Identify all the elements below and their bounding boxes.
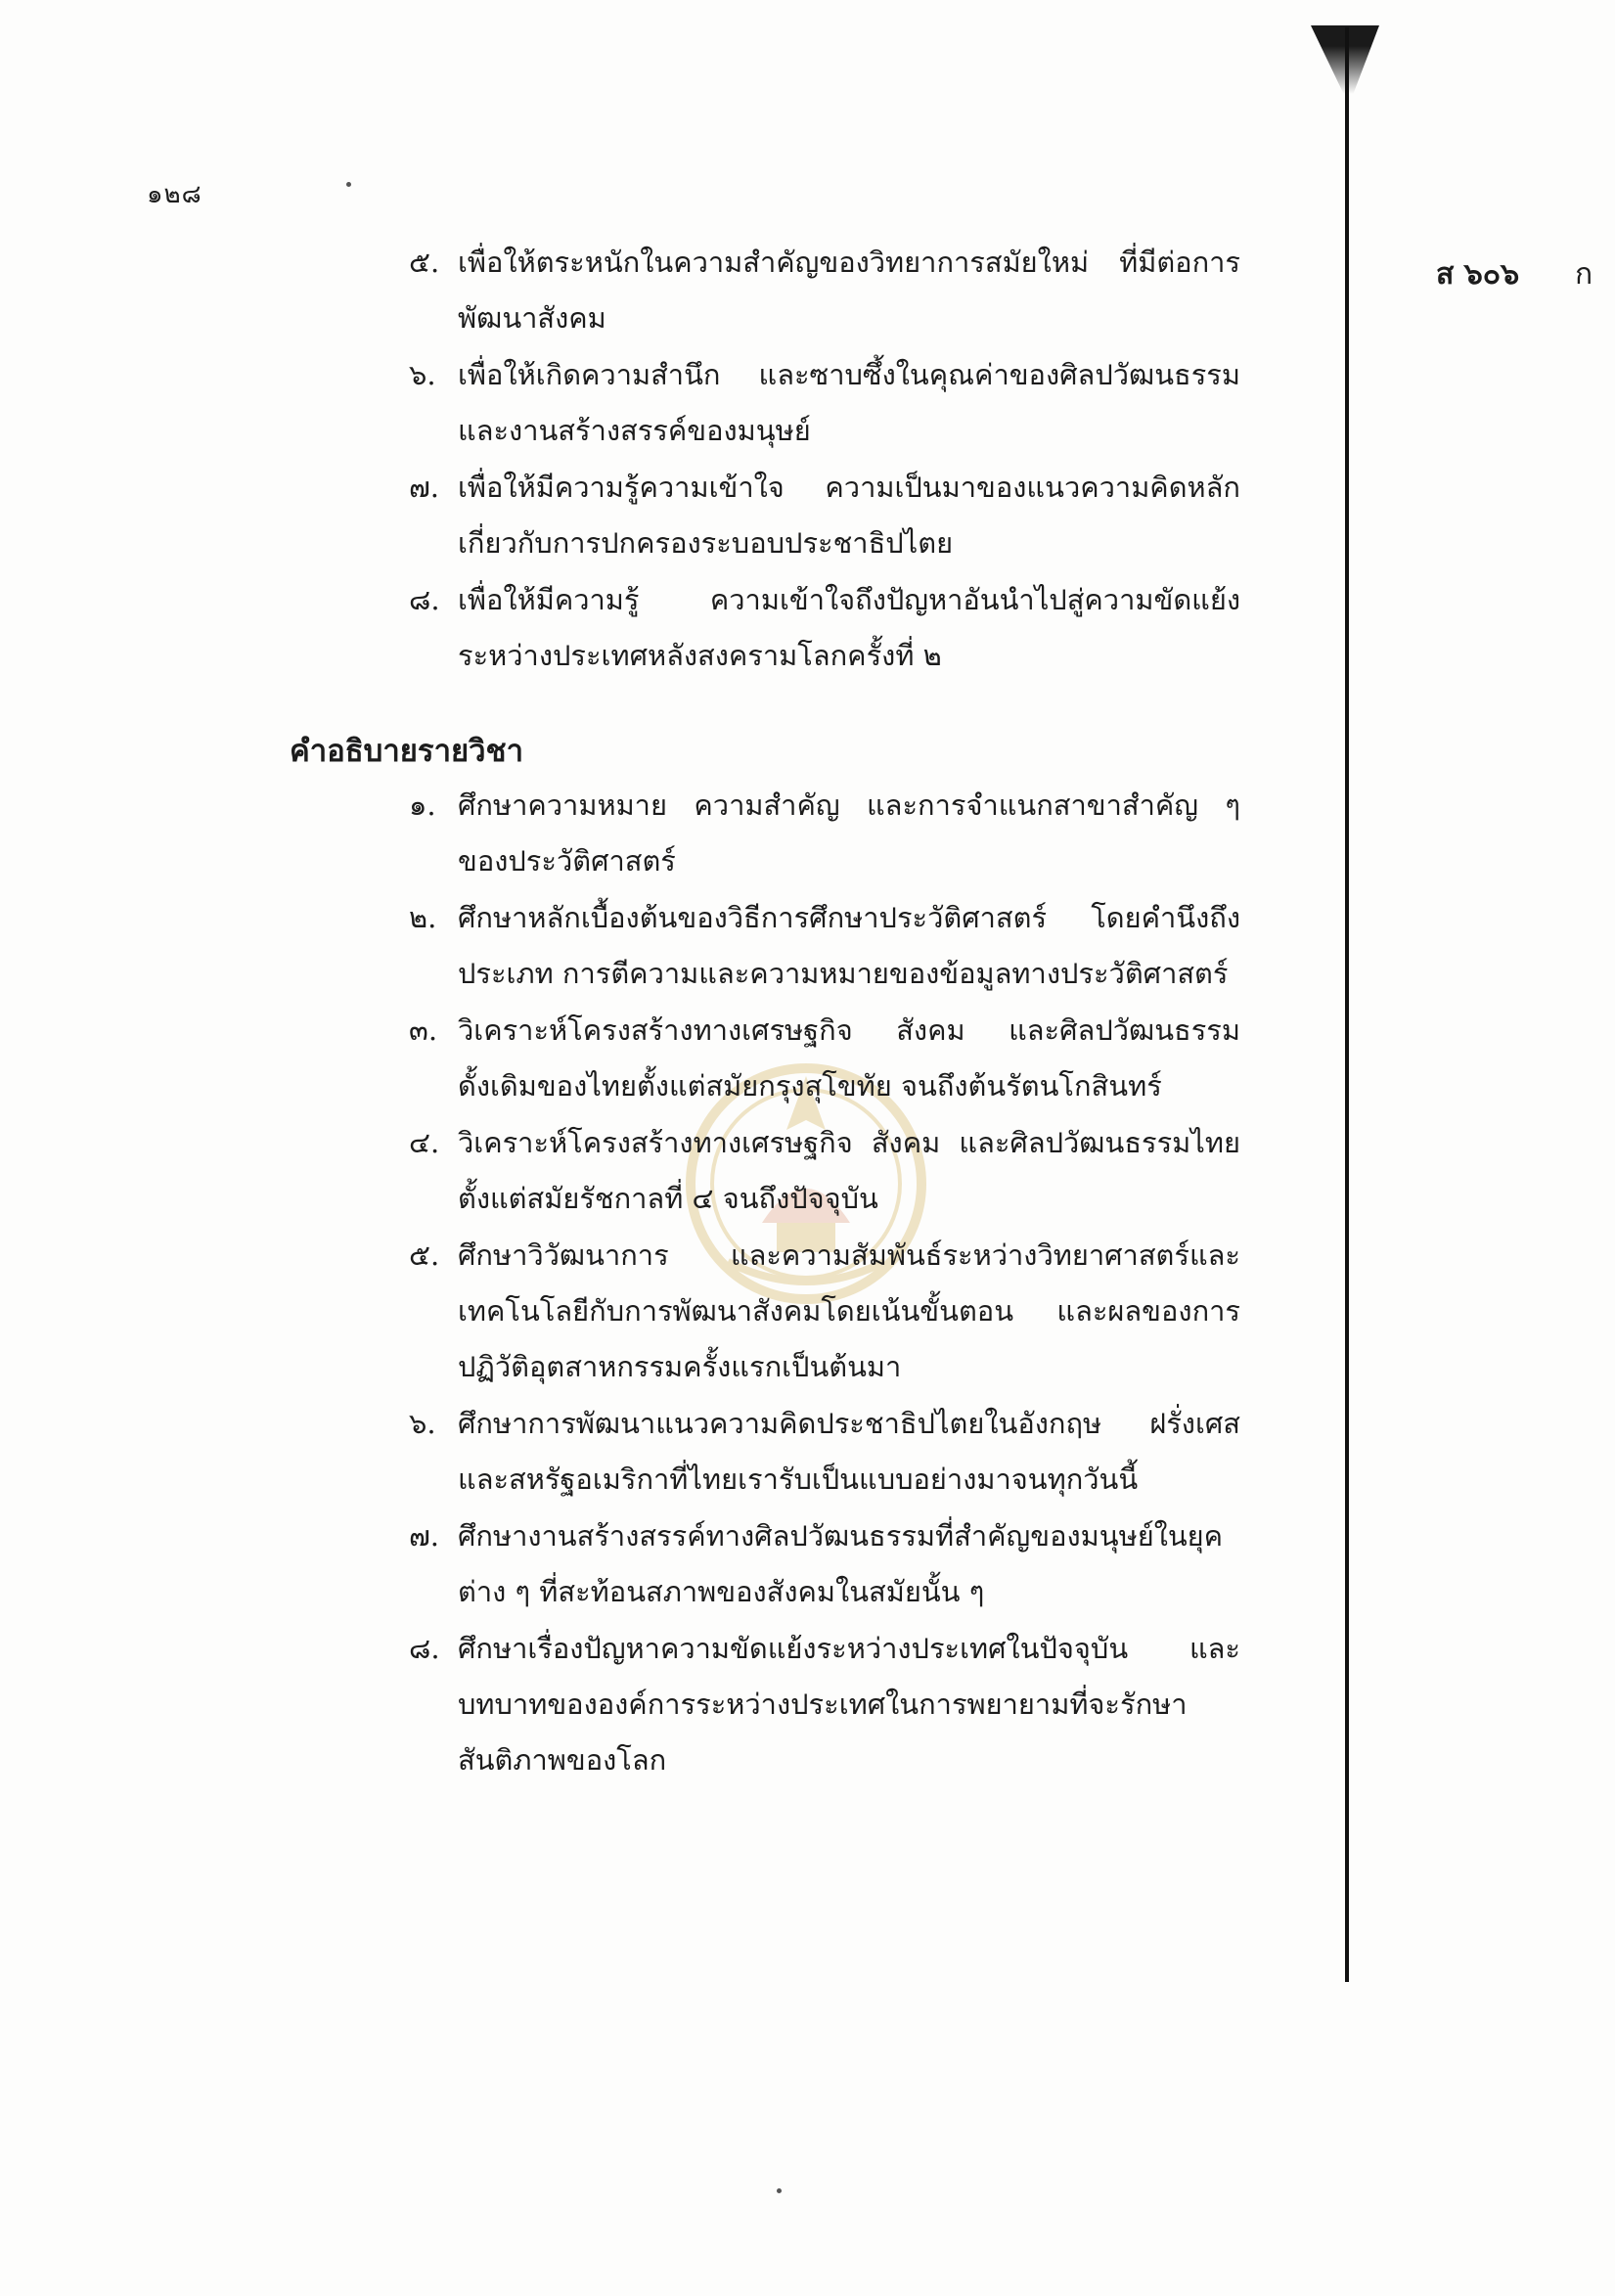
course-code-tail: ก	[1575, 257, 1593, 292]
item-number: ๓.	[409, 1013, 438, 1047]
item-number: ๔.	[409, 1126, 440, 1159]
course-code: ส ๖๐๖	[1436, 257, 1520, 292]
objective-item	[409, 572, 1240, 684]
item-text: ศึกษาเรื่องปัญหาความขัดแย้งระหว่างประเทศในปัจจุบัน และบทบาทขององค์การระหว่างประเทศในการพยายามที่จะรักษาสันติภาพของโลก	[458, 1632, 1240, 1777]
description-item	[409, 1228, 1240, 1395]
item-number: ๑.	[409, 788, 436, 822]
item-number: ๗.	[409, 471, 440, 504]
item-text: ศึกษาความหมาย ความสำคัญ และการจำแนกสาขาสำคัญ ๆ ของประวัติศาสตร์	[458, 788, 1240, 878]
item-text: เพื่อให้เกิดความสำนึก และซาบซึ้งในคุณค่าของศิลปวัฒนธรรมและงานสร้างสรรค์ของมนุษย์	[458, 358, 1240, 447]
item-number: ๘.	[409, 1632, 440, 1665]
description-item	[409, 1003, 1240, 1114]
item-text: วิเคราะห์โครงสร้างทางเศรษฐกิจ สังคม และศิลปวัฒนธรรมดั้งเดิมของไทยตั้งแต่สมัยกรุงสุโขทัย จนถึงต้นรัตนโกสินทร์	[458, 1013, 1240, 1103]
binding-line	[1345, 27, 1349, 1982]
item-number: ๘.	[409, 583, 440, 616]
description-item	[409, 1508, 1240, 1620]
section-heading: คำอธิบายรายวิชา	[290, 734, 524, 769]
item-text: ศึกษาหลักเบื้องต้นของวิธีการศึกษาประวัติศาสตร์ โดยคำนึงถึงประเภท การตีความและความหมายของข้อมูลทางประวัติศาสตร์	[458, 901, 1240, 990]
item-text: ศึกษาวิวัฒนาการ และความสัมพันธ์ระหว่างวิทยาศาสตร์และเทคโนโลยีกับการพัฒนาสังคมโดยเน้นขั้นตอน และผลของการปฏิวัติอุตสาหกรรมครั้งแรกเป็นต้นมา	[458, 1238, 1240, 1383]
item-number: ๕.	[409, 1238, 440, 1272]
item-number: ๕.	[409, 246, 440, 279]
objective-item	[409, 235, 1240, 346]
item-number: ๗.	[409, 1519, 440, 1553]
objectives-list	[409, 235, 1240, 685]
item-text: ศึกษางานสร้างสรรค์ทางศิลปวัฒนธรรมที่สำคัญของมนุษย์ในยุคต่าง ๆ ที่สะท้อนสภาพของสังคมในสมัยนั้น ๆ	[458, 1519, 1224, 1608]
scan-speck	[777, 2188, 782, 2193]
description-item	[409, 1115, 1240, 1227]
description-item	[409, 1396, 1240, 1508]
item-text: เพื่อให้ตระหนักในความสำคัญของวิทยาการสมัยใหม่ ที่มีต่อการพัฒนาสังคม	[458, 246, 1240, 335]
description-item	[409, 778, 1240, 889]
scan-speck	[346, 182, 351, 187]
item-number: ๖.	[409, 1407, 436, 1440]
item-text: เพื่อให้มีความรู้ ความเข้าใจถึงปัญหาอันนำไปสู่ความขัดแย้งระหว่างประเทศหลังสงครามโลกครั้งที่ ๒	[458, 583, 1240, 672]
description-item	[409, 890, 1240, 1002]
description-item	[409, 1621, 1240, 1788]
course-description-list	[409, 778, 1240, 1789]
item-number: ๒.	[409, 901, 437, 934]
objective-item	[409, 460, 1240, 571]
objective-item	[409, 347, 1240, 459]
item-text: ศึกษาการพัฒนาแนวความคิดประชาธิปไตยในอังกฤษ ฝรั่งเศส และสหรัฐอเมริกาที่ไทยเรารับเป็นแบบอย่างมาจนทุกวันนี้	[458, 1407, 1240, 1496]
item-text: เพื่อให้มีความรู้ความเข้าใจ ความเป็นมาของแนวความคิดหลักเกี่ยวกับการปกครองระบอบประชาธิปไตย	[458, 471, 1240, 560]
page-number: ๑๒๘	[147, 180, 202, 209]
item-text: วิเคราะห์โครงสร้างทางเศรษฐกิจ สังคม และศิลปวัฒนธรรมไทยตั้งแต่สมัยรัชกาลที่ ๔ จนถึงปัจจุบัน	[458, 1126, 1240, 1215]
item-number: ๖.	[409, 358, 436, 391]
